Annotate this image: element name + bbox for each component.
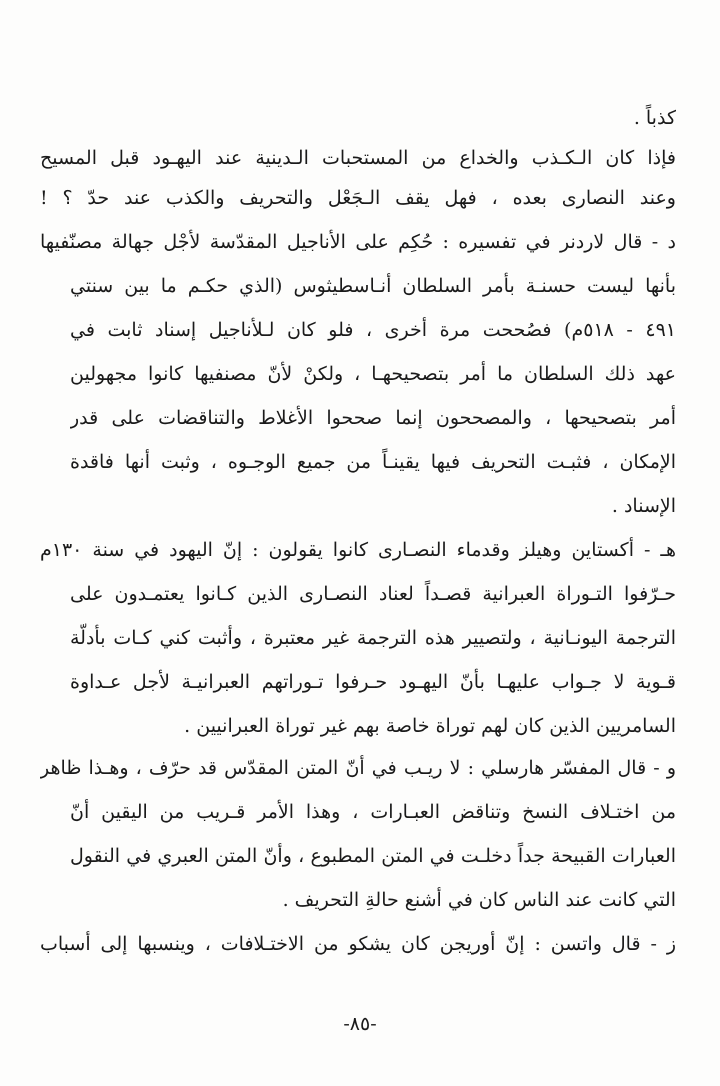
text-line-13: الترجمة اليونـانية ، ولتصيير هذه الترجمة غير معتبرة ، وأثبت كني كـات بأدلّة	[70, 627, 676, 649]
text-line-14: قـوية لا جـواب عليهـا بأنّ اليهـود حـرفوا تـوراتهم العبرانيـة لأجل عـداوة	[70, 671, 676, 693]
text-line-2: فإذا كان الـكـذب والخداع من المستحبات الـدينية عند اليهـود قبل المسيح	[40, 147, 676, 169]
text-line-12: حـرّفوا التـوراة العبرانية قصـداً لعناد النصـارى الذين كـانوا يعتمـدون على	[70, 583, 676, 605]
text-line-4: د - قال لاردنر في تفسيره : حُكِم على الأناجيل المقدّسة لأجْل جهالة مصنّفيها	[40, 231, 676, 253]
text-line-18: العبارات القبيحة جداً دخلـت في المتن المطبوع ، وأنّ المتن العبري في النقول	[70, 845, 676, 867]
text-line-7: عهد ذلك السلطان ما أمر بتصحيحهـا ، ولكنْ لأنّ مصنفيها كانوا مجهولين	[70, 363, 676, 385]
text-line-8: أمر بتصحيحها ، والمصححون إنما صححوا الأغلاط والتناقضات على قدر	[70, 407, 676, 429]
text-line-5: بأنها ليست حسنـة بأمر السلطان أنـاسطيثوس (الذي حكـم ما بين سنتي	[70, 275, 676, 297]
text-line-9: الإمكان ، فثبـت التحريف فيها يقينـاً من جميع الوجـوه ، وثبت أنها فاقدة	[70, 451, 676, 473]
page-number: -٨٥-	[343, 1013, 377, 1035]
text-line-19: التي كانت عند الناس كان في أشنع حالةِ التحريف .	[282, 889, 676, 911]
text-line-3: وعند النصارى بعده ، فهل يقف الـجَعْل والتحريف والكذب عند حدّ ؟ !	[40, 187, 676, 209]
text-line-10: الإسناد .	[611, 495, 676, 517]
text-line-20: ز - قال واتسن : إنّ أوريجن كان يشكو من الاختـلافات ، وينسبها إلى أسباب	[40, 933, 676, 955]
text-line-6: ٤٩١ - ٥١٨م) فصُححت مرة أخرى ، فلو كان لـلأناجيل إسناد ثابت في	[70, 319, 676, 341]
text-line-11: هـ - أكستاين وهيلز وقدماء النصـارى كانوا يقولون : إنّ اليهود في سنة ١٣٠م	[40, 539, 676, 561]
text-line-1: كذباً .	[633, 107, 676, 129]
text-line-17: من اختـلاف النسخ وتناقض العبـارات ، وهذا الأمر قـريب من اليقين أنّ	[70, 801, 676, 823]
text-line-16: و - قال المفسّر هارسلي : لا ريـب في أنّ المتن المقدّس قد حرّف ، وهـذا ظاهر	[40, 757, 676, 779]
text-line-15: السامريين الذين كان لهم توراة خاصة بهم غير توراة العبرانيين .	[184, 715, 676, 737]
